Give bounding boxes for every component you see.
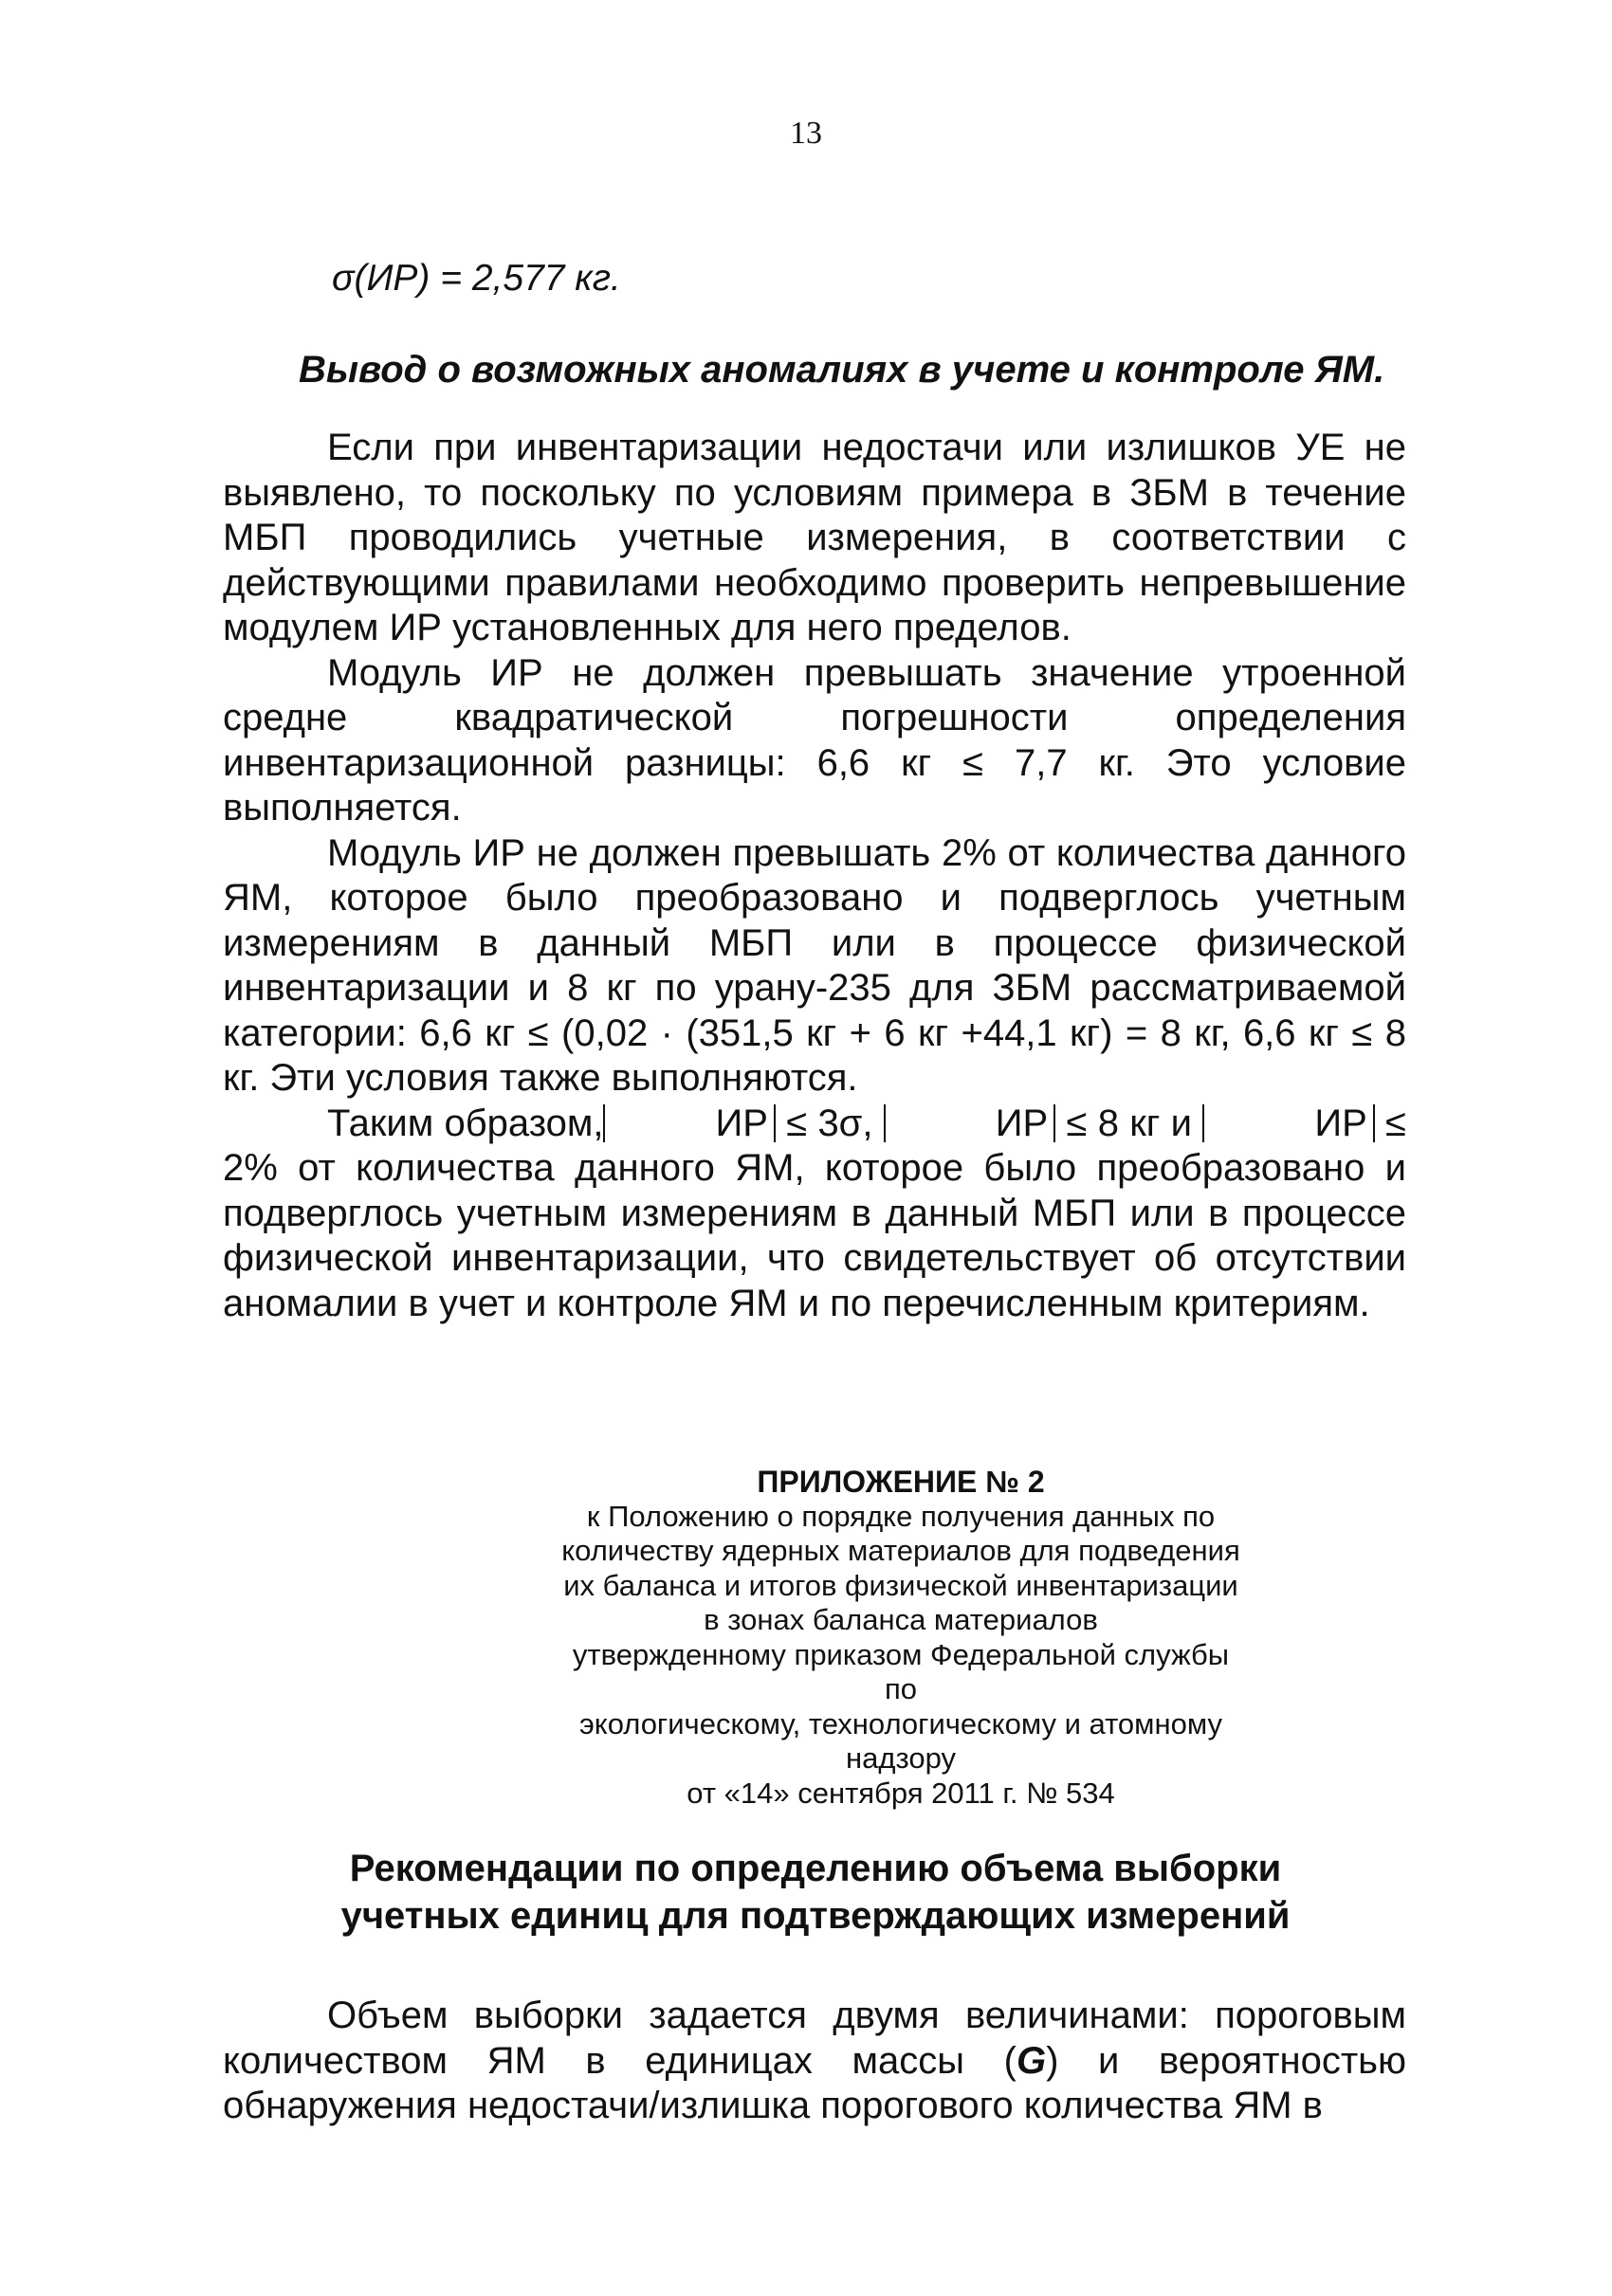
appendix-line: к Положению о порядке получения данных по [586,1499,1216,1533]
appendix-line: от «14» сентября 2011 г. № 534 [687,1776,1115,1810]
appendix-line: утвержденному приказом Федеральной службы по [572,1637,1230,1705]
abs-ir-1: ИР [603,1104,775,1142]
paragraph-3: Модуль ИР не должен превышать 2% от количества данного ЯМ, которое было преобразовано и подверглось учетным измерениям в данный МБП или в процессе физической инвентаризации и 8 кг по урану-235 для ЗБМ рассматриваемой категории: 6,6 кг ≤ (0,02 · (351,5 кг + 6 кг +44,1 кг) = 8 кг, 6,6 кг ≤ 8 кг. Эти условия также выполняются. [223,831,1406,1099]
sample-size-body [223,1994,1406,2129]
appendix-block [559,1465,1242,1811]
appendix-line: в зонах баланса материалов [704,1603,1098,1636]
abs-ir-3: ИР [1202,1104,1374,1142]
sigma-formula: σ(ИР) = 2,577 кг. [332,258,621,299]
appendix-line: надзору [846,1741,956,1775]
paragraph-1: Если при инвентаризации недостачи или излишков УЕ не выявлено, то поскольку по условиям примера в ЗБМ в течение МБП проводились учетные измерения, в соответствии с действующими правилами необходимо проверить непревышение модулем ИР установленных для него пределов. [223,427,1406,648]
para5-after: ) и вероятностью обнаружения недостачи/излишка порогового количества ЯМ в [223,2039,1407,2126]
para4-intro: Таким образом, [327,1102,604,1144]
conclusion-heading: Вывод о возможных аномалиях в учете и контроле ЯМ. [299,349,1385,391]
abs-ir-2: ИР [884,1104,1055,1142]
para4-cond-1: ≤ 3σ, [775,1102,884,1144]
appendix-title: ПРИЛОЖЕНИЕ № 2 [757,1465,1045,1499]
paragraph-5 [223,1994,1406,2129]
page-number: 13 [790,116,822,151]
paragraph-4 [223,1102,1406,1327]
recommendations-title [237,1845,1394,1940]
appendix-line: экологическому, технологическому и атомному [578,1706,1223,1740]
appendix-line: их баланса и итогов физической инвентаризации [563,1568,1238,1602]
symbol-g: G [1016,2039,1047,2082]
recommendations-title-line: Рекомендации по определению объема выборки [349,1848,1282,1889]
para5-before: Объем выборки задается двумя величинами: пороговым количеством ЯМ в единицах массы ( [223,1995,1406,2082]
appendix-line: количеству ядерных материалов для подведения [561,1534,1240,1567]
para4-cond-2: ≤ 8 кг и [1055,1102,1203,1144]
para4-rest: ≤ 2% от количества данного ЯМ, которое было преобразовано и подверглось учетным измерениям в данный МБП или в процессе физической инвентаризации, что свидетельствует об отсутствии аномалии в учет и контроле ЯМ и по перечисленным критериям. [223,1102,1406,1324]
conclusion-body [223,426,1406,1326]
recommendations-title-line: учетных единиц для подтверждающих измерений [340,1895,1291,1937]
paragraph-2: Модуль ИР не должен превышать значение утроенной средне квадратической погрешности определения инвентаризационной разницы: 6,6 кг ≤ 7,7 кг. Это условие выполняется. [223,651,1406,829]
